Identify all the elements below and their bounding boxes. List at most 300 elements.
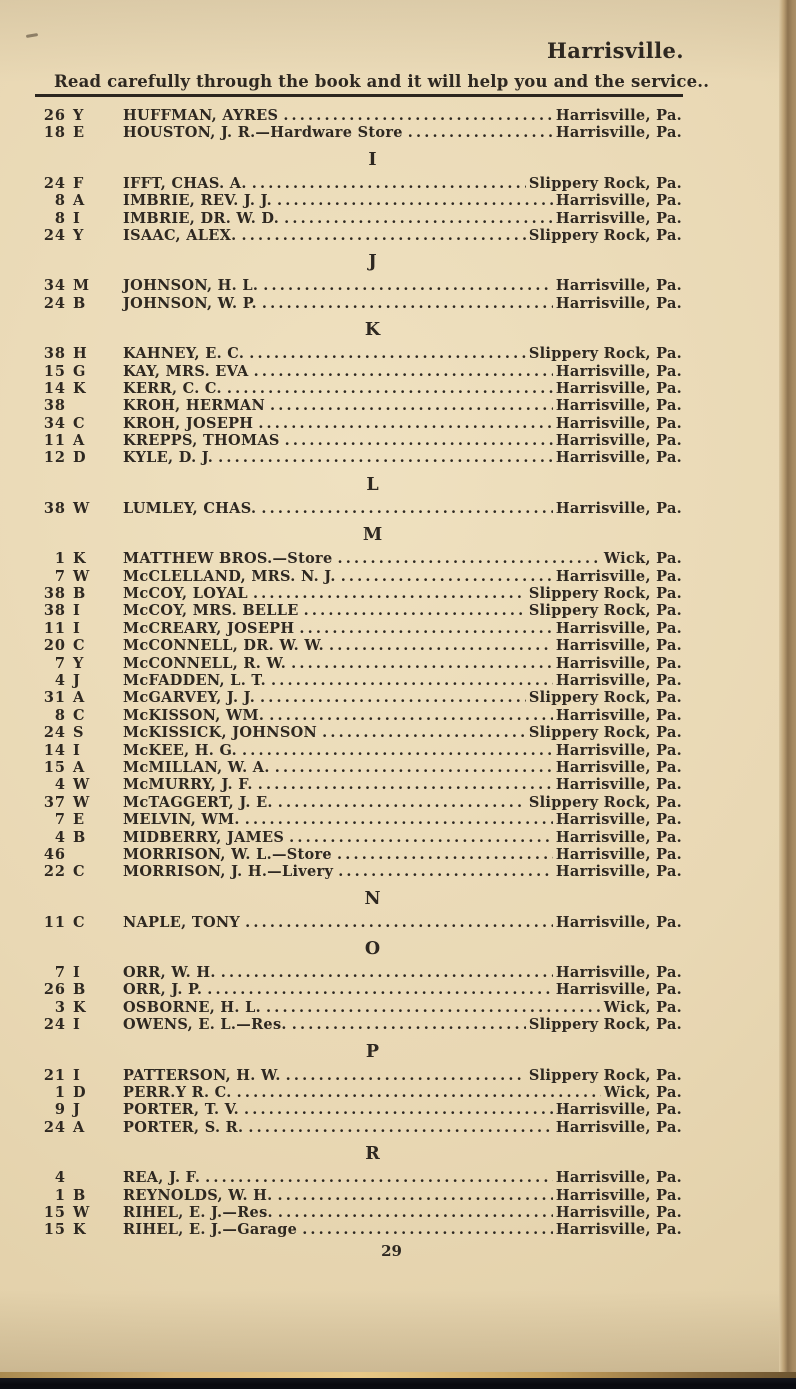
leader-dots <box>205 1169 553 1186</box>
leader-dots <box>337 846 553 863</box>
leader-dots <box>299 620 553 637</box>
party-line-code: I <box>73 602 81 620</box>
leader-dots <box>278 1187 553 1204</box>
call-number: 24 <box>43 1016 66 1034</box>
call-number: 26 <box>43 981 66 999</box>
party-line-code: B <box>73 1186 86 1204</box>
leader-dots <box>291 655 553 672</box>
party-line-code: A <box>73 1118 85 1136</box>
leader-dots <box>261 500 553 517</box>
directory-row <box>35 914 682 931</box>
party-line-code: W <box>73 776 90 794</box>
subscriber-name: KROH, HERMAN <box>123 397 266 415</box>
directory-row <box>35 863 682 880</box>
party-line-code: B <box>73 294 86 312</box>
location: Harrisville, Pa. <box>555 981 682 999</box>
subscriber-name: IMBRIE, REV. J. J. <box>123 192 272 210</box>
subscriber-name: McKEE, H. G. <box>123 741 237 759</box>
leader-dots <box>284 210 553 227</box>
call-number: 24 <box>43 174 66 192</box>
location: Harrisville, Pa. <box>555 107 682 124</box>
call-number: 38 <box>43 345 66 363</box>
subscriber-name: HUFFMAN, AYRES <box>123 107 279 124</box>
subscriber-name: JOHNSON, W. P. <box>123 294 257 312</box>
subscriber-name: McGARVEY, J. J. <box>123 689 256 707</box>
leader-dots <box>266 999 601 1016</box>
leader-dots <box>227 380 553 397</box>
call-number: 38 <box>43 499 66 517</box>
leader-dots <box>302 1221 553 1238</box>
location: Harrisville, Pa. <box>555 1203 682 1221</box>
party-line-code: K <box>73 1221 86 1239</box>
subscriber-name: KAY, MRS. EVA <box>123 362 249 380</box>
directory-row <box>35 1084 682 1101</box>
call-number: 24 <box>43 226 66 244</box>
directory-row <box>35 175 682 192</box>
leader-dots <box>249 345 526 362</box>
subscriber-name: HOUSTON, J. R.—Hardware Store <box>123 124 403 142</box>
subscriber-name: McKISSICK, JOHNSON <box>123 724 318 742</box>
party-line-code: K <box>73 998 86 1016</box>
location: Harrisville, Pa. <box>555 964 682 982</box>
location: Slippery Rock, Pa. <box>528 602 682 620</box>
leader-dots <box>218 449 553 466</box>
leader-dots <box>258 776 553 793</box>
leader-dots <box>408 124 553 141</box>
party-line-code: C <box>73 414 85 432</box>
call-number: 11 <box>43 432 66 450</box>
leader-dots <box>341 568 553 585</box>
call-number: 8 <box>54 209 66 227</box>
directory-row <box>35 415 682 432</box>
location: Slippery Rock, Pa. <box>528 585 682 603</box>
subscriber-name: PORTER, S. R. <box>123 1118 244 1136</box>
section-letter-heading: I <box>368 149 377 170</box>
leader-dots <box>285 432 553 449</box>
location: Harrisville, Pa. <box>555 124 682 142</box>
location: Slippery Rock, Pa. <box>528 1066 682 1084</box>
party-line-code: C <box>73 637 85 655</box>
directory-row <box>35 620 682 637</box>
call-number: 22 <box>43 863 66 881</box>
directory-row <box>35 829 682 846</box>
call-number: 26 <box>43 107 66 124</box>
leader-dots <box>278 794 526 811</box>
subscriber-name: MORRISON, W. L.—Store <box>123 845 332 863</box>
call-number: 21 <box>43 1066 66 1084</box>
subscriber-name: McMURRY, J. F. <box>123 776 253 794</box>
subscriber-name: McCOY, LOYAL <box>123 585 248 603</box>
scan-background-band <box>0 1378 796 1389</box>
subscriber-name: REA, J. F. <box>123 1169 201 1187</box>
directory-row <box>35 500 682 517</box>
directory-row <box>35 602 682 619</box>
call-number: 9 <box>54 1101 66 1119</box>
location: Harrisville, Pa. <box>555 209 682 227</box>
leader-dots <box>258 415 553 432</box>
party-line-code: A <box>73 192 85 210</box>
party-line-code: I <box>73 619 81 637</box>
call-number: 8 <box>54 706 66 724</box>
subscriber-name: JOHNSON, H. L. <box>123 277 259 295</box>
location: Wick, Pa. <box>603 550 682 568</box>
leader-dots <box>322 724 526 741</box>
party-line-code: B <box>73 981 86 999</box>
leader-dots <box>304 602 526 619</box>
call-number: 18 <box>43 124 66 142</box>
directory-row <box>35 981 682 998</box>
directory-row <box>35 210 682 227</box>
leader-dots <box>252 175 526 192</box>
location: Harrisville, Pa. <box>555 913 682 931</box>
directory-row <box>35 568 682 585</box>
party-line-code: Y <box>73 654 84 672</box>
subscriber-name: KYLE, D. J. <box>123 449 214 467</box>
subscriber-name: McMILLAN, W. A. <box>123 758 270 776</box>
call-number: 20 <box>43 637 66 655</box>
leader-dots <box>270 397 553 414</box>
location: Slippery Rock, Pa. <box>528 689 682 707</box>
call-number: 14 <box>43 379 66 397</box>
location: Harrisville, Pa. <box>555 619 682 637</box>
directory-row <box>35 227 682 244</box>
party-line-code: W <box>73 499 90 517</box>
directory-row <box>35 1187 682 1204</box>
party-line-code: I <box>73 741 81 759</box>
location: Harrisville, Pa. <box>555 1221 682 1239</box>
party-line-code: D <box>73 449 86 467</box>
directory-row <box>35 1101 682 1118</box>
call-number: 7 <box>54 811 66 829</box>
directory-row <box>35 776 682 793</box>
location: Harrisville, Pa. <box>555 432 682 450</box>
call-number: 4 <box>54 776 66 794</box>
location: Slippery Rock, Pa. <box>528 724 682 742</box>
call-number: 7 <box>54 964 66 982</box>
party-line-code: B <box>73 828 86 846</box>
directory-row <box>35 999 682 1016</box>
subscriber-name: McKISSON, WM. <box>123 706 265 724</box>
subscriber-name: McCONNELL, R. W. <box>123 654 287 672</box>
call-number: 31 <box>43 689 66 707</box>
party-line-code: M <box>73 277 90 295</box>
section-letter-heading: M <box>362 525 383 546</box>
location: Harrisville, Pa. <box>555 414 682 432</box>
location: Harrisville, Pa. <box>555 706 682 724</box>
location: Wick, Pa. <box>603 998 682 1016</box>
subscriber-name: MORRISON, J. H.—Livery <box>123 863 334 881</box>
section-letter-heading: P <box>365 1041 380 1062</box>
page-number: 29 <box>381 1241 402 1260</box>
location: Harrisville, Pa. <box>555 277 682 295</box>
leader-dots <box>329 637 553 654</box>
location: Harrisville, Pa. <box>555 1169 682 1187</box>
book-page-edge-strip <box>779 0 796 1378</box>
location: Wick, Pa. <box>603 1084 682 1102</box>
location: Harrisville, Pa. <box>555 192 682 210</box>
directory-row <box>35 811 682 828</box>
leader-dots <box>269 707 553 724</box>
call-number: 24 <box>43 1118 66 1136</box>
call-number: 24 <box>43 724 66 742</box>
subscriber-name: MELVIN, WM. <box>123 811 240 829</box>
call-number: 12 <box>43 449 66 467</box>
subscriber-name: IFFT, CHAS. A. <box>123 174 247 192</box>
call-number: 46 <box>43 845 66 863</box>
party-line-code: I <box>73 209 81 227</box>
page-header <box>0 0 796 97</box>
location: Slippery Rock, Pa. <box>528 1016 682 1034</box>
call-number: 34 <box>43 414 66 432</box>
location: Harrisville, Pa. <box>555 379 682 397</box>
party-line-code: I <box>73 1066 81 1084</box>
party-line-code: Y <box>73 107 84 124</box>
location: Harrisville, Pa. <box>555 828 682 846</box>
leader-dots <box>245 914 553 931</box>
directory <box>35 107 682 1260</box>
leader-dots <box>338 550 601 567</box>
directory-row <box>35 689 682 706</box>
directory-row <box>35 124 682 141</box>
directory-row <box>35 295 682 312</box>
call-number: 14 <box>43 741 66 759</box>
leader-dots <box>260 689 526 706</box>
directory-row <box>35 192 682 209</box>
subscriber-name: OSBORNE, H. L. <box>123 998 261 1016</box>
party-line-code: I <box>73 1016 81 1034</box>
party-line-code: F <box>73 174 84 192</box>
leader-dots <box>263 277 553 294</box>
location: Harrisville, Pa. <box>555 654 682 672</box>
subscriber-name: RIHEL, E. J.—Res. <box>123 1203 273 1221</box>
section-letter-heading: L <box>366 474 379 495</box>
directory-row <box>35 1204 682 1221</box>
call-number: 37 <box>43 793 66 811</box>
location: Harrisville, Pa. <box>555 637 682 655</box>
directory-row <box>35 1119 682 1136</box>
location: Harrisville, Pa. <box>555 776 682 794</box>
leader-dots <box>248 1119 553 1136</box>
subscriber-name: McCLELLAND, MRS. N. J. <box>123 567 336 585</box>
party-line-code: C <box>73 706 85 724</box>
call-number: 7 <box>54 567 66 585</box>
location: Slippery Rock, Pa. <box>528 345 682 363</box>
location: Slippery Rock, Pa. <box>528 793 682 811</box>
subscriber-name: McCONNELL, DR. W. W. <box>123 637 325 655</box>
location: Slippery Rock, Pa. <box>528 226 682 244</box>
directory-row <box>35 277 682 294</box>
call-number: 4 <box>54 828 66 846</box>
subscriber-name: McCREARY, JOSEPH <box>123 619 295 637</box>
directory-row <box>35 380 682 397</box>
directory-row <box>35 964 682 981</box>
leader-dots <box>271 672 553 689</box>
party-line-code: S <box>73 724 84 742</box>
directory-row <box>35 742 682 759</box>
leader-dots <box>277 192 553 209</box>
leader-dots <box>237 1084 601 1101</box>
subscriber-name: KROH, JOSEPH <box>123 414 254 432</box>
subscriber-name: RIHEL, E. J.—Garage <box>123 1221 298 1239</box>
leader-dots <box>286 1067 526 1084</box>
location: Harrisville, Pa. <box>555 397 682 415</box>
call-number: 8 <box>54 192 66 210</box>
location: Harrisville, Pa. <box>555 567 682 585</box>
call-number: 11 <box>43 913 66 931</box>
call-number: 4 <box>54 671 66 689</box>
leader-dots <box>275 759 553 776</box>
section-letter-heading: J <box>368 252 377 273</box>
leader-dots <box>292 1016 526 1033</box>
subscriber-name: PORTER, T. V. <box>123 1101 239 1119</box>
leader-dots <box>253 585 526 602</box>
leader-dots <box>244 1101 553 1118</box>
subscriber-name: MATTHEW BROS.—Store <box>123 550 333 568</box>
directory-row <box>35 724 682 741</box>
subscriber-name: OWENS, E. L.—Res. <box>123 1016 287 1034</box>
directory-row <box>35 672 682 689</box>
party-line-code: A <box>73 758 85 776</box>
subscriber-name: McCOY, MRS. BELLE <box>123 602 299 620</box>
party-line-code: C <box>73 913 85 931</box>
call-number: 38 <box>43 397 66 415</box>
party-line-code: E <box>73 124 85 142</box>
section-letter-heading: R <box>365 1144 380 1165</box>
directory-row <box>35 794 682 811</box>
leader-dots <box>338 863 553 880</box>
notice-line: Read carefully through the book and it will help you and the service.. <box>54 72 710 91</box>
directory-row <box>35 1016 682 1033</box>
subscriber-name: ISAAC, ALEX. <box>123 226 237 244</box>
location: Harrisville, Pa. <box>555 845 682 863</box>
call-number: 3 <box>54 998 66 1016</box>
call-number: 15 <box>43 1203 66 1221</box>
leader-dots <box>245 811 553 828</box>
subscriber-name: NAPLE, TONY <box>123 913 241 931</box>
party-line-code: D <box>73 1084 86 1102</box>
call-number: 1 <box>54 1186 66 1204</box>
subscriber-name: McTAGGERT, J. E. <box>123 793 273 811</box>
directory-row <box>35 550 682 567</box>
location: Harrisville, Pa. <box>555 499 682 517</box>
party-line-code: E <box>73 811 85 829</box>
party-line-code: W <box>73 793 90 811</box>
subscriber-name: KREPPS, THOMAS <box>123 432 280 450</box>
call-number: 1 <box>54 550 66 568</box>
directory-row <box>35 107 682 124</box>
directory-row <box>35 1067 682 1084</box>
leader-dots <box>278 1204 553 1221</box>
subscriber-name: PERR.Y R. C. <box>123 1084 232 1102</box>
call-number: 11 <box>43 619 66 637</box>
party-line-code: G <box>73 362 86 380</box>
call-number: 4 <box>54 1169 66 1187</box>
call-number: 1 <box>54 1084 66 1102</box>
subscriber-name: McFADDEN, L. T. <box>123 671 266 689</box>
call-number: 24 <box>43 294 66 312</box>
directory-row <box>35 1221 682 1238</box>
leader-dots <box>242 742 553 759</box>
call-number: 15 <box>43 362 66 380</box>
section-letter-heading: O <box>364 939 381 960</box>
subscriber-name: LUMLEY, CHAS. <box>123 499 257 517</box>
leader-dots <box>289 829 553 846</box>
call-number: 34 <box>43 277 66 295</box>
call-number: 38 <box>43 585 66 603</box>
location: Harrisville, Pa. <box>555 758 682 776</box>
call-number: 38 <box>43 602 66 620</box>
location: Harrisville, Pa. <box>555 1118 682 1136</box>
party-line-code: Y <box>73 226 84 244</box>
call-number: 15 <box>43 758 66 776</box>
leader-dots <box>242 227 526 244</box>
location: Harrisville, Pa. <box>555 362 682 380</box>
directory-row <box>35 449 682 466</box>
directory-row <box>35 707 682 724</box>
directory-row <box>35 1169 682 1186</box>
subscriber-name: PATTERSON, H. W. <box>123 1066 281 1084</box>
location: Harrisville, Pa. <box>555 863 682 881</box>
party-line-code: J <box>73 671 81 689</box>
subscriber-name: MIDBERRY, JAMES <box>123 828 285 846</box>
subscriber-name: IMBRIE, DR. W. D. <box>123 209 280 227</box>
directory-row <box>35 345 682 362</box>
party-line-code: W <box>73 1203 90 1221</box>
subscriber-name: ORR, J. P. <box>123 981 203 999</box>
section-letter-heading: N <box>364 888 381 909</box>
party-line-code: J <box>73 1101 81 1119</box>
location: Harrisville, Pa. <box>555 294 682 312</box>
directory-row <box>35 432 682 449</box>
party-line-code: W <box>73 567 90 585</box>
location: Harrisville, Pa. <box>555 1101 682 1119</box>
party-line-code: K <box>73 550 86 568</box>
directory-row <box>35 363 682 380</box>
leader-dots <box>262 295 553 312</box>
header-rule <box>35 94 683 97</box>
party-line-code: K <box>73 379 86 397</box>
directory-row <box>35 397 682 414</box>
subscriber-name: ORR, W. H. <box>123 964 216 982</box>
location: Slippery Rock, Pa. <box>528 174 682 192</box>
subscriber-name: REYNOLDS, W. H. <box>123 1186 273 1204</box>
directory-row <box>35 759 682 776</box>
leader-dots <box>283 107 553 124</box>
subscriber-name: KAHNEY, E. C. <box>123 345 245 363</box>
party-line-code: A <box>73 432 85 450</box>
call-number: 15 <box>43 1221 66 1239</box>
page-title: Harrisville. <box>547 38 684 63</box>
party-line-code: H <box>73 345 87 363</box>
party-line-code: C <box>73 863 85 881</box>
party-line-code: B <box>73 585 86 603</box>
directory-row <box>35 655 682 672</box>
location: Harrisville, Pa. <box>555 671 682 689</box>
party-line-code: I <box>73 964 81 982</box>
directory-row <box>35 846 682 863</box>
location: Harrisville, Pa. <box>555 1186 682 1204</box>
location: Harrisville, Pa. <box>555 449 682 467</box>
location: Harrisville, Pa. <box>555 741 682 759</box>
directory-row <box>35 585 682 602</box>
party-line-code: A <box>73 689 85 707</box>
section-letter-heading: K <box>364 320 381 341</box>
call-number: 7 <box>54 654 66 672</box>
directory-row <box>35 637 682 654</box>
location: Harrisville, Pa. <box>555 811 682 829</box>
leader-dots <box>254 363 553 380</box>
leader-dots <box>207 981 553 998</box>
